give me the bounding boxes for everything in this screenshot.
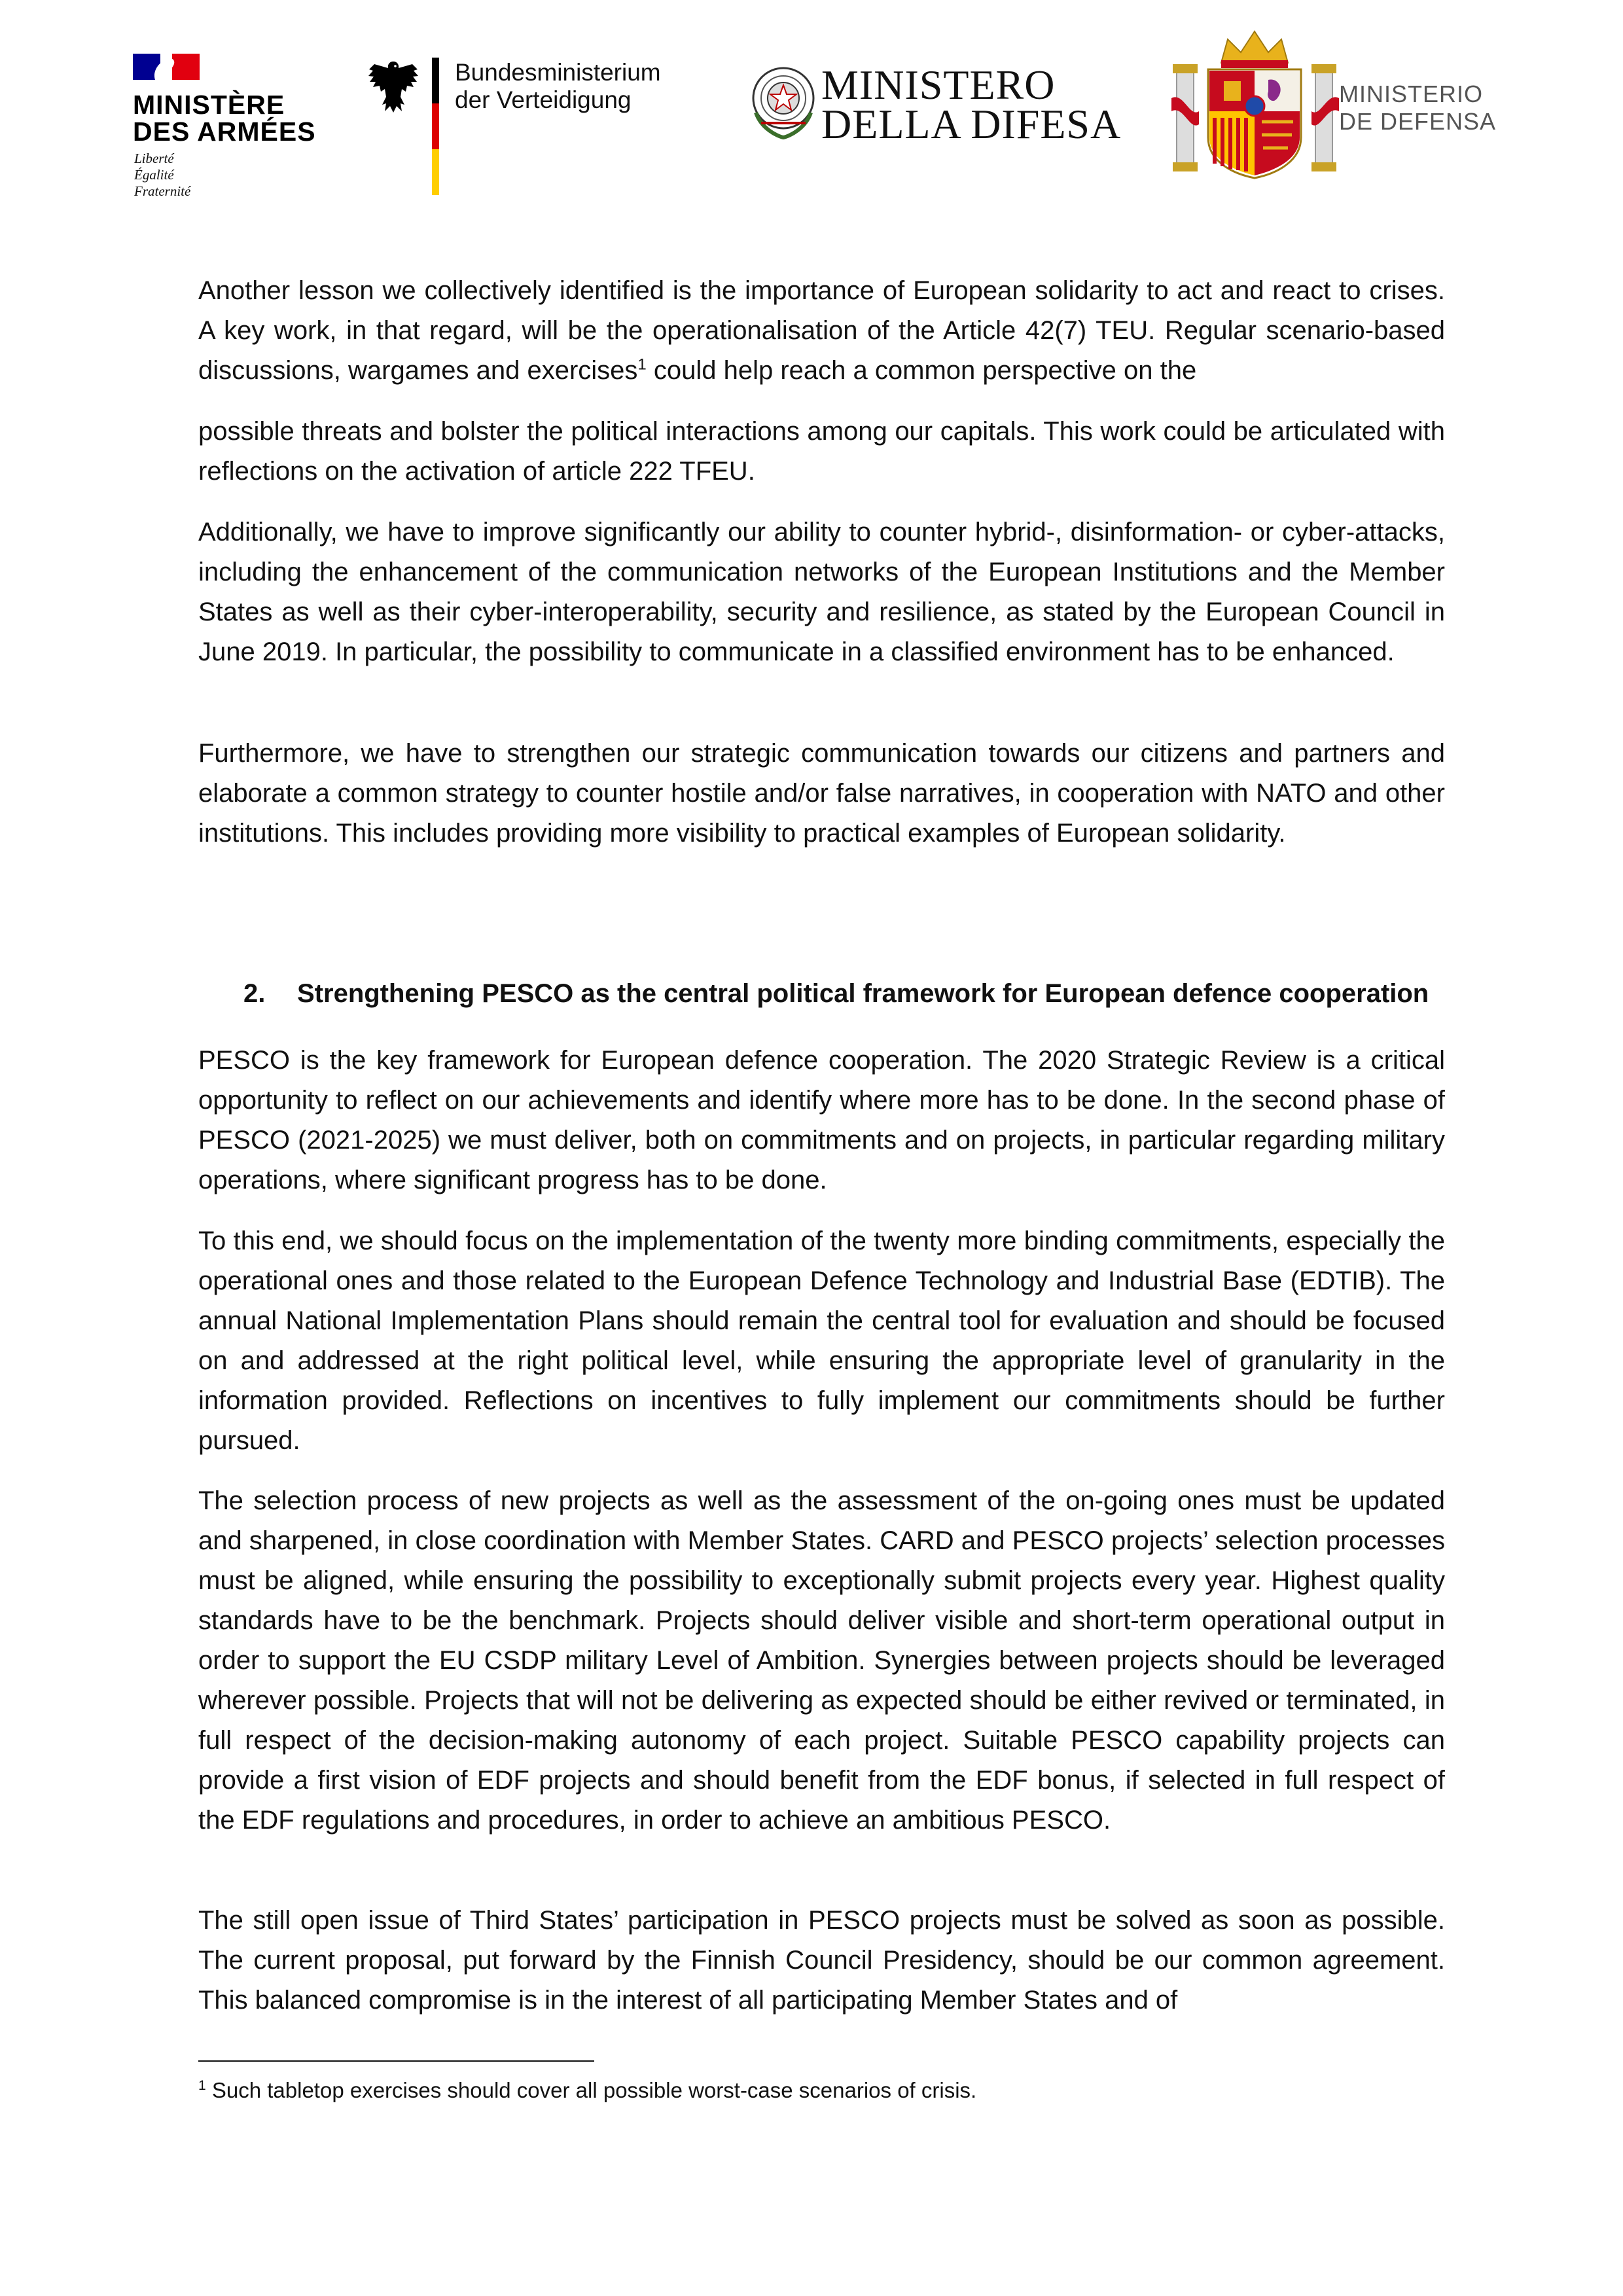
italy-title-line1: MINISTERO [821,62,1056,108]
italy-title-line2: DELLA DIFESA [821,101,1122,147]
footnote [198,2076,976,2105]
footnote-divider [198,2060,594,2062]
paragraph-strategic-communication: Furthermore, we have to strengthen our strategic communication towards our citizens and partners and elaborate a common strategy to counter hostile and/or false narratives, in cooperation with NATO and other institutions. This includes providing more visibility to practical examples of European solidarity. [198,739,1445,848]
logo-ministero-della-difesa [748,60,1122,149]
france-title-line1: MINISTÈRE [133,90,285,120]
section-number: 2. [243,979,266,1008]
logo-bundesministerium [366,58,674,205]
paragraph-project-selection: The selection process of new projects as well as the assessment of the on-going ones must be updated and sharpened, in close coordination with Member States. CARD and PESCO projects’ selection processes must be aligned, while ensuring the possibility to exceptionally submit projects every year. Highest quality standards have to be the benchmark. Projects should deliver visible and short-term operational output in order to support the EU CSDP military Level of Ambition. Synergies between projects should be leveraged wherever possible. Projects that will not be delivering as expected should be either revived or terminated, in full respect of the decision-making autonomy of each project. Suitable PESCO capability projects can provide a first vision of EDF projects and should benefit from the EDF bonus, if selected in full respect of the EDF regulations and procedures, in order to achieve an ambitious PESCO. [198,1486,1445,1835]
germany-title-line2: der Verteidigung [455,86,632,113]
flag-stripe-black [432,58,439,103]
section-title: Strengthening PESCO as the central political framework for European defence cooperation [297,979,1429,1008]
marianne-flag-icon [133,54,200,80]
france-title-line2: DES ARMÉES [133,117,316,147]
paragraph-text-tail: could help reach a common perspective on the [646,356,1197,385]
spain-title-line1: MINISTERIO [1339,81,1484,107]
spain-title-line2: DE DEFENSA [1339,108,1497,135]
footnote-number: 1 [198,2078,206,2093]
france-motto-egalite: Égalité [134,167,174,183]
flag-stripe-gold [432,149,439,195]
logo-ministere-des-armees [133,54,316,204]
section-heading-pesco [243,974,1448,1014]
paragraph-text: Another lesson we collectively identified is the importance of European solidarity to act and react to crises. A key work, in that regard, will be the operationalisation of the Article 42(7) TEU. Regular scenario-based discussions, wargames and exercises [198,276,1445,385]
italian-emblem-icon [748,60,825,144]
paragraph-european-solidarity [198,271,1445,391]
germany-title-line1: Bundesministerium [455,59,661,86]
paragraph-pesco-framework: PESCO is the key framework for European defence cooperation. The 2020 Strategic Review is a critical opportunity to reflect on our achievements and identify where more has to be done. In the second phase of PESCO (2021-2025) we must deliver, both on commitments and on projects, in particular regarding military operations, where significant progress has to be done. [198,1046,1445,1194]
federal-eagle-icon [366,58,420,114]
spanish-coat-of-arms-icon [1170,26,1340,187]
footnote-reference[interactable]: 1 [637,355,647,374]
paragraph-possible-threats: possible threats and bolster the political interactions among our capitals. This work could be articulated with reflections on the activation of article 222 TFEU. [198,417,1445,486]
logo-ministerio-de-defensa [1170,26,1510,190]
paragraph-third-states: The still open issue of Third States’ participation in PESCO projects must be solved as soon as possible. The current proposal, put forward by the Finnish Council Presidency, should be our common agreement. This balanced compromise is in the interest of all participating Member States and of [198,1906,1445,2015]
france-motto-liberte: Liberté [134,151,174,166]
paragraph-hybrid-attacks: Additionally, we have to improve significantly our ability to counter hybrid-, disinformation- or cyber-attacks, including the enhancement of the communication networks of the European Institutions and the Member States as well as their cyber-interoperability, security and resilience, as stated by the European Council in June 2019. In particular, the possibility to communicate in a classified environment has to be enhanced. [198,518,1445,666]
paragraph-binding-commitments: To this end, we should focus on the implementation of the twenty more binding commitments, especially the operational ones and those related to the European Defence Technology and Industrial Base (EDTIB). The annual National Implementation Plans should remain the central tool for evaluation and should be focused on and addressed at the right political level, while ensuring the appropriate level of granularity in the information provided. Reflections on incentives to fully implement our commitments should be further pursued. [198,1227,1445,1455]
footnote-text: Such tabletop exercises should cover all possible worst-case scenarios of crisis. [205,2078,977,2102]
france-motto-fraternite: Fraternité [134,183,191,199]
flag-stripe-red [432,103,439,149]
